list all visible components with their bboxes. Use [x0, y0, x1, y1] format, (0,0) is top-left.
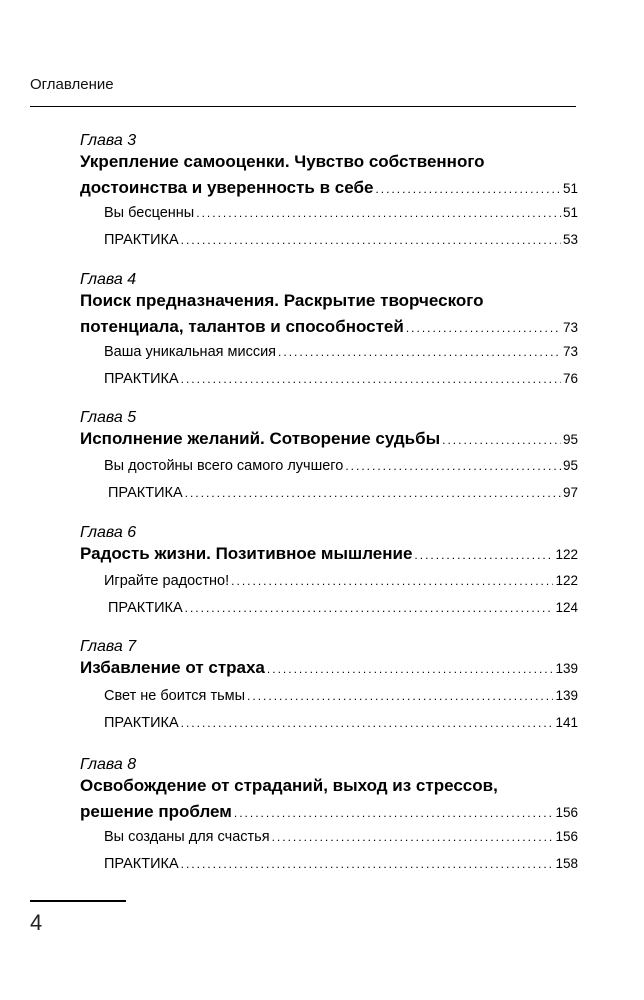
- toc-entry-label: Ваша уникальная миссия: [104, 344, 277, 360]
- toc-entry-label: ПРАКТИКА: [104, 232, 179, 248]
- toc-entry-page: 53: [562, 232, 578, 247]
- toc-entry-page: 76: [562, 371, 578, 386]
- toc-entry: [104, 829, 578, 845]
- toc-entry-label: Играйте радостно!: [104, 573, 230, 589]
- dot-leader: [272, 830, 554, 844]
- chapter-title-line: Освобождение от страданий, выход из стрессов,: [80, 776, 498, 795]
- toc-entry: [104, 232, 578, 248]
- toc-entry-page: 51: [562, 205, 578, 220]
- toc-entry: [104, 458, 578, 474]
- chapter-label: Глава 5: [80, 409, 137, 426]
- chapter-title-line: потенциала, талантов и способностей: [80, 317, 404, 336]
- chapter-page-number: 156: [555, 805, 578, 820]
- toc-entry: [104, 715, 578, 731]
- toc-entry-page: 141: [555, 715, 578, 730]
- toc-entry: [104, 856, 578, 872]
- chapter-title-row: [80, 317, 578, 337]
- running-header: Оглавление: [30, 76, 114, 93]
- toc-entry-label: ПРАКТИКА: [108, 600, 183, 616]
- toc-entry-label: ПРАКТИКА: [104, 856, 179, 872]
- dot-leader: [234, 806, 554, 820]
- dot-leader: [185, 601, 554, 615]
- chapter-label: Глава 6: [80, 524, 137, 541]
- dot-leader: [267, 662, 554, 676]
- dot-leader: [414, 548, 553, 562]
- chapter-title-line: решение проблем: [80, 802, 232, 821]
- toc-entry-label: Свет не боится тьмы: [104, 688, 246, 704]
- dot-leader: [185, 486, 561, 500]
- toc-entry-label: Вы достойны всего самого лучшего: [104, 458, 344, 474]
- chapter-title-row: [80, 544, 578, 564]
- chapter-title-row: [80, 429, 578, 449]
- chapter-label: Глава 4: [80, 271, 137, 288]
- dot-leader: [442, 433, 561, 447]
- toc-entry-label: ПРАКТИКА: [104, 371, 179, 387]
- dot-leader: [181, 233, 561, 247]
- toc-entry: [108, 600, 578, 616]
- dot-leader: [375, 182, 561, 196]
- chapter-title-row: [80, 178, 578, 198]
- toc-entry-page: 124: [555, 600, 578, 615]
- dot-leader: [278, 345, 561, 359]
- dot-leader: [181, 372, 561, 386]
- toc-entry: [108, 485, 578, 501]
- toc-entry: [104, 688, 578, 704]
- toc-entry-page: 95: [562, 458, 578, 473]
- chapter-page-number: 51: [562, 181, 578, 196]
- chapter-page-number: 73: [562, 320, 578, 335]
- toc-entry-page: 158: [555, 856, 578, 871]
- page-number: 4: [30, 910, 43, 935]
- chapter-page-number: 139: [555, 661, 578, 676]
- toc-entry-page: 73: [562, 344, 578, 359]
- toc-entry-label: ПРАКТИКА: [108, 485, 183, 501]
- toc-entry: [104, 371, 578, 387]
- dot-leader: [406, 321, 561, 335]
- header-rule: [30, 106, 576, 107]
- chapter-page-number: 95: [562, 432, 578, 447]
- toc-entry: [104, 344, 578, 360]
- toc-entry-label: Вы созданы для счастья: [104, 829, 270, 845]
- chapter-label: Глава 7: [80, 638, 137, 655]
- chapter-title-line: Избавление от страха: [80, 658, 265, 677]
- chapter-title-line: Исполнение желаний. Сотворение судьбы: [80, 429, 441, 448]
- chapter-label: Глава 8: [80, 756, 137, 773]
- toc-entry-label: Вы бесценны: [104, 205, 195, 221]
- chapter-title-line: Радость жизни. Позитивное мышление: [80, 544, 413, 563]
- toc-entry-page: 122: [555, 573, 578, 588]
- dot-leader: [181, 716, 554, 730]
- toc-entry: [104, 205, 578, 221]
- toc-entry-page: 139: [555, 688, 578, 703]
- chapter-title-row: [80, 802, 578, 822]
- chapter-title-line: Укрепление самооценки. Чувство собственного: [80, 152, 485, 171]
- chapter-title-line: достоинства и уверенность в себе: [80, 178, 374, 197]
- dot-leader: [345, 459, 561, 473]
- chapter-label: Глава 3: [80, 132, 137, 149]
- dot-leader: [231, 574, 553, 588]
- toc-entry-page: 97: [562, 485, 578, 500]
- dot-leader: [196, 206, 561, 220]
- chapter-page-number: 122: [555, 547, 578, 562]
- dot-leader: [181, 857, 554, 871]
- chapter-title-row: [80, 658, 578, 678]
- toc-entry: [104, 573, 578, 589]
- toc-entry-label: ПРАКТИКА: [104, 715, 179, 731]
- chapter-title-line: Поиск предназначения. Раскрытие творческого: [80, 291, 484, 310]
- dot-leader: [247, 689, 553, 703]
- toc-entry-page: 156: [555, 829, 578, 844]
- footer-rule: [30, 900, 126, 902]
